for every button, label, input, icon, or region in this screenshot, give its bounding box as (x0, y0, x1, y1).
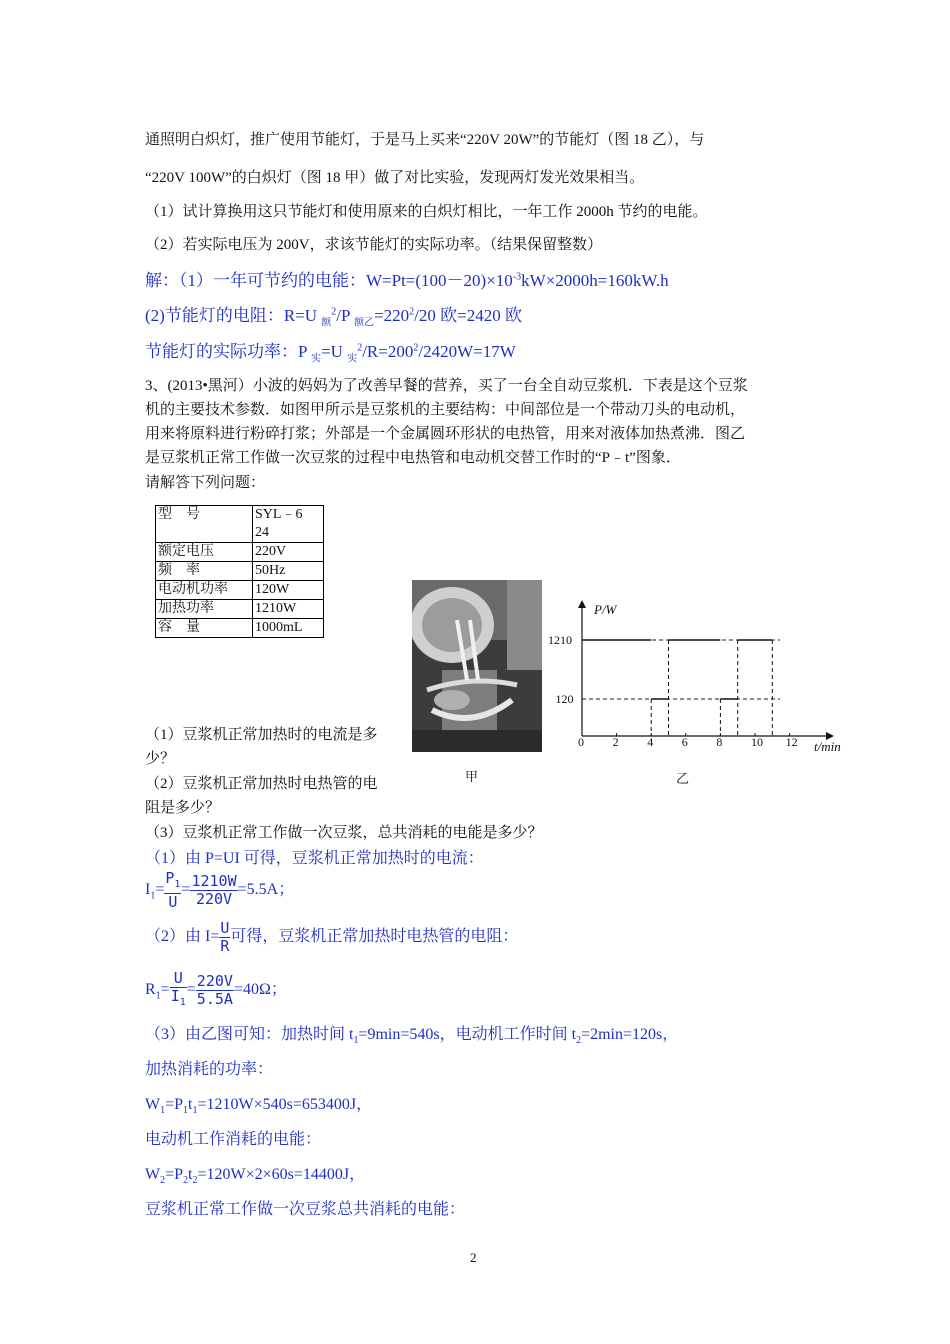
answer-1-text-b: kW×2000h=160kW.h (521, 271, 669, 290)
w1-c: t (188, 1096, 193, 1113)
spec-table (155, 505, 324, 638)
q3-3: （3）豆浆机正常工作做一次豆浆，总共消耗的电能是多少？ (145, 825, 543, 841)
solution-3 (145, 1021, 678, 1046)
solution-3-c: =2min=120s， (581, 1026, 679, 1043)
solution-2 (145, 920, 518, 955)
caption-jia: 甲 (465, 770, 479, 785)
problem3-line-1: 3、(2013•黑河）小波的妈妈为了改善早餐的营养，买了一台全自动豆浆机．下表是这个豆浆 (145, 378, 748, 394)
t2-sub: 2 (576, 1035, 582, 1047)
eq-equal: = (155, 881, 165, 899)
question-1: （1）试计算换用这只节能灯和使用原来的白炽灯相比，一年工作 2000h 节约的电能。 (145, 204, 708, 220)
solution-3-a: （3）由乙图可知：加热时间 t (145, 1026, 354, 1043)
w2-d: =120W×2×60s=14400J， (197, 1166, 366, 1183)
table-cell-key: 电动机功率 (156, 581, 253, 600)
solution-2-a: （2）由 I= (145, 928, 220, 946)
w1-b: =P (165, 1096, 184, 1113)
table-row (156, 562, 324, 581)
q3-2-line-b: 阻是多少？ (145, 800, 221, 816)
q3-1-line-b: 少？ (145, 751, 176, 767)
frac-num: 220V (196, 972, 233, 990)
answer-2-c: =220 (374, 306, 410, 325)
answer-3-b: =U (321, 342, 348, 361)
x-tick-label: 4 (647, 735, 654, 749)
eq-i-sub: 1 (150, 890, 156, 902)
q3-2-line-a: （2）豆浆机正常加热时电热管的电 (145, 776, 378, 792)
w1-a: W (145, 1096, 161, 1113)
table-row (156, 619, 324, 638)
x-tick-label: 2 (612, 735, 619, 749)
solution-1-equation (145, 870, 294, 911)
fraction-p1-over-u (164, 870, 181, 911)
answer-line-3 (145, 337, 516, 364)
frac-num-sub: 1 (174, 879, 181, 890)
solution-6: 豆浆机正常工作做一次豆浆总共消耗的电能： (145, 1201, 466, 1218)
answer-2-d: /20 欧=2420 欧 (414, 306, 522, 325)
frac-den: 5.5A (196, 990, 233, 1008)
answer-1-text-a: 解：（1）一年可节约的电能：W=Pt=(100－20)×10 (145, 271, 513, 290)
frac-den: U (168, 893, 178, 911)
answer-2-a: (2)节能灯的电阻：R=U (145, 306, 322, 325)
table-cell-key: 容 量 (156, 619, 253, 638)
table-cell-key: 型 号 (156, 506, 253, 543)
table-cell-value: 220V (253, 543, 324, 562)
table-cell-value: 50Hz (253, 562, 324, 581)
fraction-220-over-5.5 (196, 973, 234, 1008)
eq-equal: = (181, 881, 191, 899)
w1-sub: 1 (160, 1105, 166, 1117)
problem3-line-2: 机的主要技术参数．如图甲所示是豆浆机的主要结构：中间部位是一个带动刀头的电动机， (145, 402, 746, 418)
answer-3-a: 节能灯的实际功率：P (145, 342, 312, 361)
p1-sub: 1 (183, 1105, 189, 1117)
eq-r: R (145, 981, 156, 999)
problem3-line-5: 请解答下列问题： (145, 475, 266, 491)
table-row (156, 600, 324, 619)
answer-3-c: /R=200 (362, 342, 414, 361)
frac-num: U (170, 970, 187, 988)
w2-c: t (188, 1166, 193, 1183)
soymilk-maker-photo (412, 580, 542, 752)
answer-2-b: /P (336, 306, 355, 325)
answer-2-sq2: 2 (409, 306, 415, 318)
answer-2-sub2: 额乙 (354, 317, 375, 329)
fraction-u-over-r (219, 920, 230, 955)
solution-4: 加热消耗的功率： (145, 1061, 274, 1078)
table-cell-value: 1000mL (253, 619, 324, 638)
frac-den-sub: 1 (179, 997, 186, 1008)
eq-result: =40Ω； (233, 981, 287, 999)
question-2: （2）若实际电压为 200V，求该节能灯的实际功率。（结果保留整数） (145, 237, 603, 253)
answer-3-sq2: 2 (413, 342, 419, 354)
y-tick-label: 120 (555, 692, 574, 706)
x-tick-label: 10 (751, 735, 763, 749)
t1-sub: 1 (353, 1035, 359, 1047)
table-cell-key: 频 率 (156, 562, 253, 581)
soymilk-maker-illustration (412, 580, 542, 752)
p2-sub: 2 (183, 1175, 189, 1187)
model-value: SYL﹣624 (255, 507, 303, 540)
x-tick-label: 6 (681, 735, 688, 749)
p-t-chart (540, 598, 860, 758)
w2-equation (145, 1161, 365, 1186)
x-tick-label: 12 (785, 735, 798, 749)
solution-5: 电动机工作消耗的电能： (145, 1131, 322, 1148)
chart-axes (578, 600, 834, 740)
caption-yi: 乙 (676, 772, 690, 787)
chart-ticks (548, 633, 798, 749)
eq-i: I (145, 881, 151, 899)
page-number: 2 (470, 1250, 477, 1265)
table-cell-value: 1210W (253, 600, 324, 619)
table-row (156, 581, 324, 600)
frac-num: P (165, 869, 175, 887)
solution-2-equation (145, 970, 287, 1011)
answer-line-1 (145, 266, 669, 291)
chart-ylabel: P/W (594, 602, 617, 617)
table-cell-value: 120W (253, 581, 324, 600)
table-row (156, 506, 324, 543)
solution-2-b: 可得，豆浆机正常加热时电热管的电阻： (230, 928, 519, 946)
eq-r-sub: 1 (155, 990, 161, 1002)
table-row (156, 543, 324, 562)
chart-xlabel: t/min (814, 739, 841, 754)
q3-1-line-a: （1）豆浆机正常加热时的电流是多 (145, 727, 378, 743)
intro-line-2: “220V 100W”的白炽灯（图 18 甲）做了对比实验，发现两灯发光效果相当。 (145, 170, 645, 186)
fraction-u-over-i1 (170, 970, 187, 1011)
frac-den: I (170, 987, 180, 1005)
answer-line-2 (145, 301, 522, 328)
t1-sub-2: 1 (192, 1105, 198, 1117)
x-tick-label: 0 (578, 735, 584, 749)
answer-2-sq1: 2 (331, 306, 337, 318)
problem3-line-4: 是豆浆机正常工作做一次豆浆的过程中电热管和电动机交替工作时的“P﹣t”图象． (145, 450, 681, 466)
frac-den: R (220, 937, 230, 955)
w2-b: =P (165, 1166, 184, 1183)
frac-den: 220V (195, 890, 233, 908)
eq-equal: = (160, 981, 170, 999)
table-cell-key: 额定电压 (156, 543, 253, 562)
table-cell-value (253, 506, 324, 543)
solution-3-b: =9min=540s，电动机工作时间 t (358, 1026, 577, 1043)
answer-1-exp: -3 (512, 271, 522, 283)
answer-3-sq1: 2 (357, 342, 363, 354)
t2-sub-2: 2 (192, 1175, 198, 1187)
chart-series (582, 640, 772, 736)
w2-a: W (145, 1166, 161, 1183)
y-axis-arrow (578, 600, 586, 608)
y-tick-label: 1210 (548, 633, 572, 647)
problem3-line-3: 用来将原料进行粉碎打浆；外部是一个金属圆环形状的电热管，用来对液体加热煮沸．图乙 (145, 426, 746, 442)
frac-num: U (220, 919, 230, 937)
intro-line-1: 通照明白炽灯，推广使用节能灯，于是马上买来“220V 20W”的节能灯（图 18 乙），与 (145, 132, 705, 148)
w1-d: =1210W×540s=653400J， (197, 1096, 373, 1113)
solution-1: （1）由 P=UI 可得，豆浆机正常加热时的电流： (145, 850, 484, 867)
w2-sub: 2 (160, 1175, 166, 1187)
table-cell-key: 加热功率 (156, 600, 253, 619)
x-tick-label: 8 (716, 735, 723, 749)
frac-num: 1210W (191, 872, 237, 890)
eq-result: =5.5A； (237, 881, 295, 899)
fraction-1210-over-220 (190, 873, 237, 908)
eq-equal: = (186, 981, 196, 999)
answer-3-sub2: 实 (347, 353, 358, 365)
w1-equation (145, 1091, 372, 1116)
answer-2-sub1: 额 (321, 317, 332, 329)
answer-3-d: /2420W=17W (418, 342, 516, 361)
answer-3-sub1: 实 (311, 353, 322, 365)
